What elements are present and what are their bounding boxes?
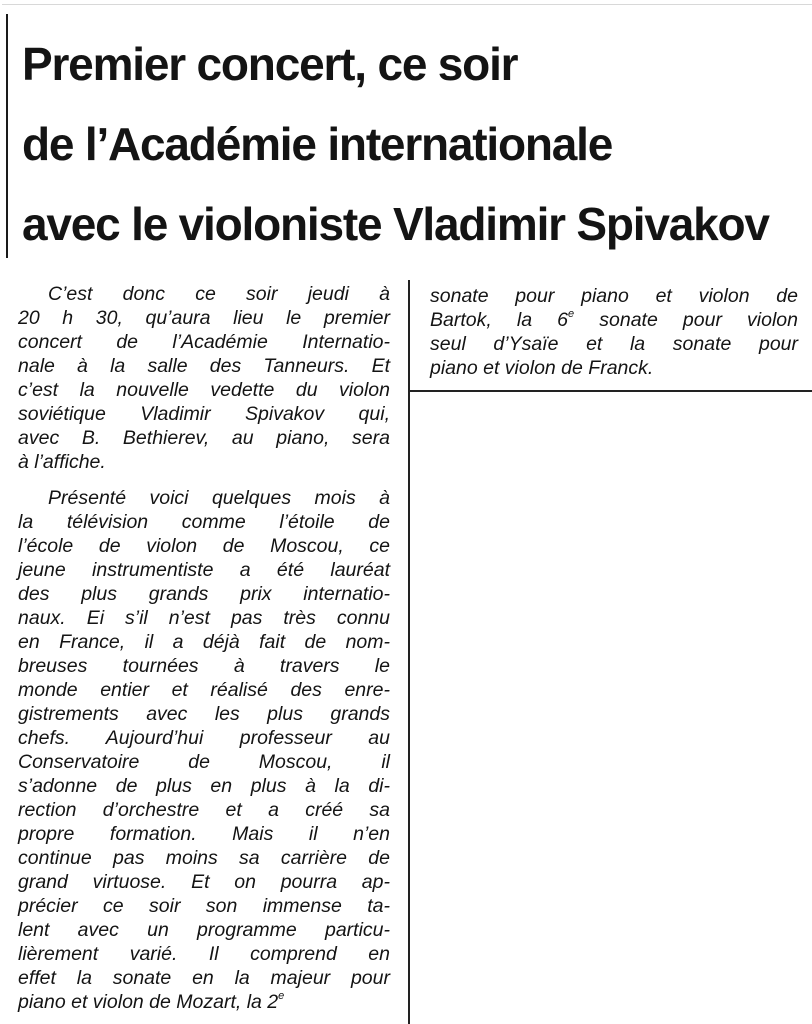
text-line: jeune instrumentiste a été lauréat bbox=[18, 559, 390, 581]
text-line: Conservatoire de Moscou, il bbox=[18, 751, 390, 773]
ordinal-superscript: e bbox=[278, 990, 285, 1002]
text-line: sonate pour piano et violon de bbox=[430, 285, 798, 307]
text-line: précier ce soir son immense ta- bbox=[18, 895, 390, 917]
text-line: l’école de violon de Moscou, ce bbox=[18, 535, 390, 557]
headline-rule bbox=[6, 14, 8, 258]
text-line: seul d’Ysaïe et la sonate pour bbox=[430, 333, 798, 355]
ordinal-superscript: e bbox=[568, 308, 575, 320]
text-line: piano et violon de Mozart, la 2e bbox=[18, 990, 285, 1013]
paragraph-1 bbox=[18, 282, 390, 474]
text-line: lièrement varié. Il comprend en bbox=[18, 943, 390, 965]
article-column-right bbox=[430, 284, 798, 380]
text-line: concert de l’Académie Internatio- bbox=[18, 331, 390, 353]
text-line: grand virtuose. Et on pourra ap- bbox=[18, 871, 390, 893]
text-line: nale à la salle des Tanneurs. Et bbox=[18, 355, 390, 377]
text-line: C’est donc ce soir jeudi à bbox=[48, 283, 390, 305]
text-line: c’est la nouvelle vedette du violon bbox=[18, 379, 390, 401]
text-line: en France, il a déjà fait de nom- bbox=[18, 631, 390, 653]
text-line: piano et violon de Franck. bbox=[430, 357, 654, 379]
article-end-rule bbox=[410, 390, 812, 392]
text-line: Bartok, la 6e sonate pour violon bbox=[430, 308, 798, 331]
text-line: gistrements avec les plus grands bbox=[18, 703, 390, 725]
text-line: effet la sonate en la majeur pour bbox=[18, 967, 390, 989]
headline bbox=[22, 24, 812, 264]
text-line: breuses tournées à travers le bbox=[18, 655, 390, 677]
text-line: 20 h 30, qu’aura lieu le premier bbox=[18, 307, 390, 329]
paragraph-2 bbox=[18, 486, 390, 1014]
text-line: naux. Ei s’il n’est pas très connu bbox=[18, 607, 390, 629]
text-line: avec B. Bethierev, au piano, sera bbox=[18, 427, 390, 449]
text-line: soviétique Vladimir Spivakov qui, bbox=[18, 403, 390, 425]
headline-line: de l’Académie internationale bbox=[22, 118, 613, 170]
text-line: monde entier et réalisé des enre- bbox=[18, 679, 390, 701]
text-line: propre formation. Mais il n’en bbox=[18, 823, 390, 845]
headline-line: avec le violoniste Vladimir Spivakov bbox=[22, 198, 769, 250]
text-line: chefs. Aujourd’hui professeur au bbox=[18, 727, 390, 749]
text-line: lent avec un programme particu- bbox=[18, 919, 390, 941]
headline-line: Premier concert, ce soir bbox=[22, 38, 518, 90]
text-line: continue pas moins sa carrière de bbox=[18, 847, 390, 869]
text-line: rection d’orchestre et a créé sa bbox=[18, 799, 390, 821]
text-line: s’adonne de plus en plus à la di- bbox=[18, 775, 390, 797]
text-line: à l’affiche. bbox=[18, 451, 106, 473]
text-line: Présenté voici quelques mois à bbox=[48, 487, 390, 509]
top-rule bbox=[2, 4, 812, 5]
text-line: la télévision comme l’étoile de bbox=[18, 511, 390, 533]
article-column-left bbox=[18, 282, 390, 1014]
text-line: des plus grands prix internatio- bbox=[18, 583, 390, 605]
